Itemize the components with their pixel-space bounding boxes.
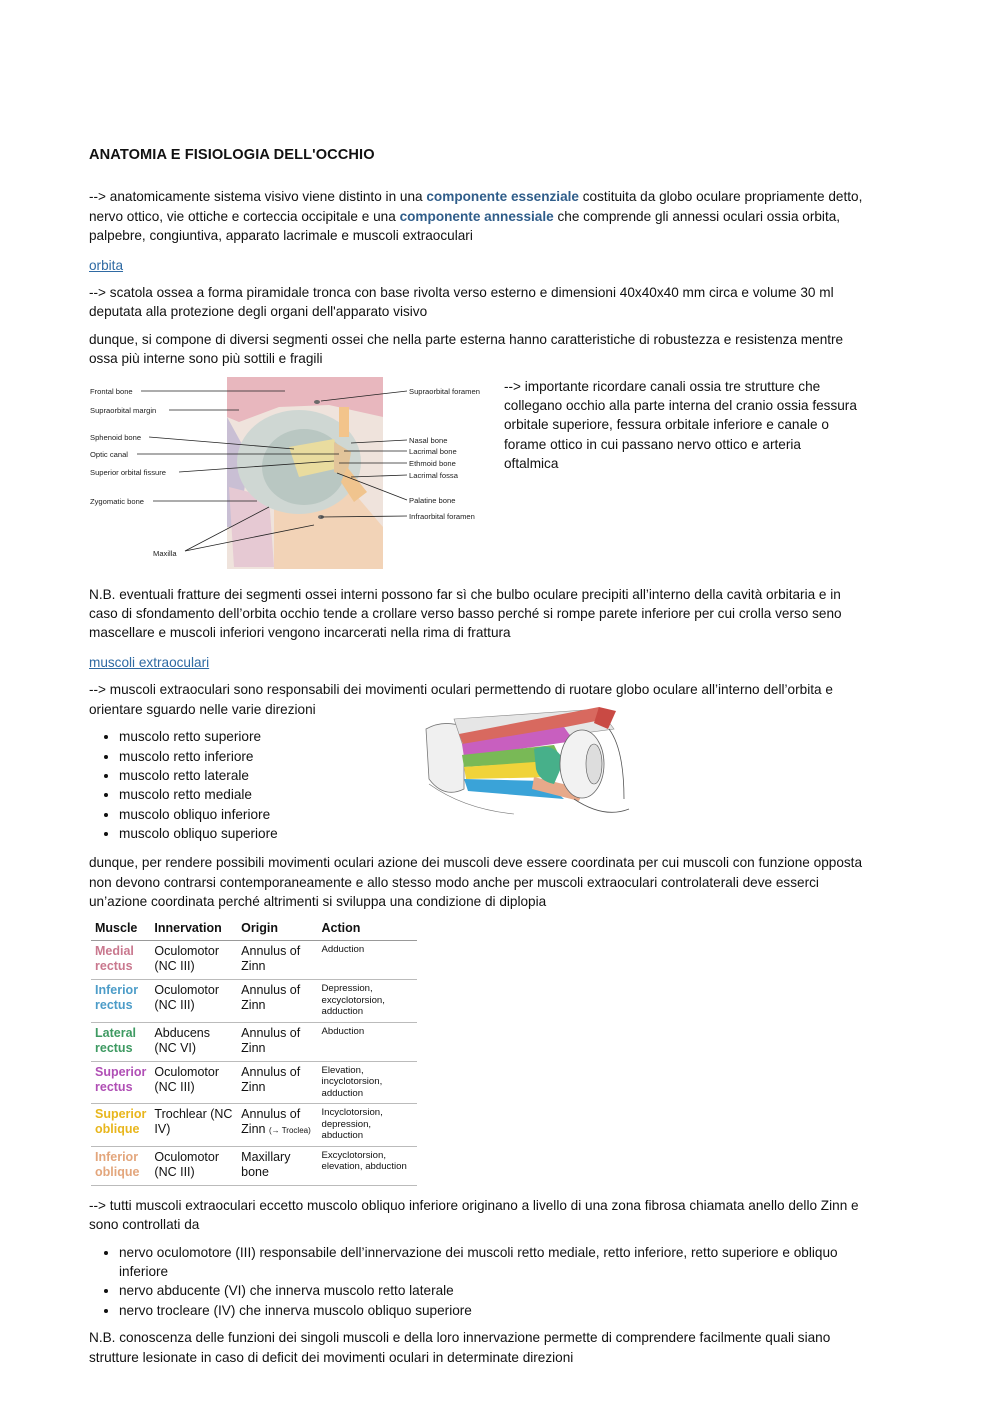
innervation-cell: Trochlear (NC IV) <box>150 1104 237 1147</box>
origin-text: Annulus of Zinn <box>241 944 301 974</box>
list-item: • muscolo retto inferiore <box>119 747 869 766</box>
origin-note: (→ Troclea) <box>268 1126 311 1136</box>
label-infraorbital-foramen: Infraorbital foramen <box>409 511 475 521</box>
highlight-componente-essenziale: componente essenziale <box>426 189 579 205</box>
muscoli-paragraph-2: dunque, per rendere possibili movimenti oculari azione dei muscoli deve essere coordinata per cui muscoli con funzione opposta non devono contrarsi contemporaneamente e allo stesso modo anche per muscoli extraoculari controlaterali deve esserci un’azione coordinata perché altrimenti si sviluppa una condizione di diplopia <box>89 855 863 909</box>
muscle-name-2: rectus <box>95 959 133 974</box>
muscoli-heading-link[interactable]: muscoli extraoculari <box>89 654 210 670</box>
table-row <box>91 1061 417 1104</box>
label-ethmoid-bone: Ethmoid bone <box>409 458 456 468</box>
origin-text: Maxillary bone <box>241 1149 291 1179</box>
origin-text: Annulus of Zinn <box>241 1107 301 1137</box>
table-row <box>91 1022 417 1061</box>
orbita-nb: N.B. eventuali fratture dei segmenti ossei interni possono far sì che bulbo oculare precipiti all’interno della cavità orbitaria e in caso di sfondamento dell’orbita occhio tende a crollare verso basso perché si rompe parete inferiore per cui crolla verso seno mascellare e muscoli inferiori vengono incarcerati nella rima di frattura <box>89 586 842 641</box>
label-superior-orbital-fissure: Superior orbital fissure <box>90 467 166 477</box>
origin-cell <box>237 941 317 980</box>
table-header-row <box>91 919 417 941</box>
muscle-name-cell <box>91 1022 150 1061</box>
muscoli-paragraph-1: --> muscoli extraoculari sono responsabili dei movimenti oculari permettendo di ruotare globo oculare all’interno dell’orbita e orientare sguardo nelle varie direzioni <box>89 682 833 717</box>
orbita-paragraph-1: --> scatola ossea a forma piramidale tronca con base rivolta verso esterno e dimensioni 40x40x40 mm circa e volume 30 ml deputata alla protezione degli organi dell'apparato visivo <box>89 285 834 320</box>
intro-paragraph <box>89 187 869 245</box>
label-zygomatic-bone: Zygomatic bone <box>90 496 145 506</box>
after-table-paragraph: --> tutti muscoli extraoculari eccetto muscolo obliquo inferiore originano a livello di una zona fibrosa chiamata anello dello Zinn e sono controllati da <box>89 1197 859 1233</box>
list-item: • muscolo retto laterale <box>119 766 869 785</box>
label-palatine-bone: Palatine bone <box>409 495 456 505</box>
table-header: Innervation <box>150 919 237 941</box>
table-header: Muscle <box>91 919 150 941</box>
muscle-name-1: Superior <box>95 1107 147 1122</box>
orbit-figure-row <box>89 377 869 573</box>
page-title: ANATOMIA E FISIOLOGIA DELL'OCCHIO <box>89 147 375 163</box>
label-nasal-bone: Nasal bone <box>409 435 448 445</box>
eye-muscles-figure <box>424 689 634 827</box>
list-item: • muscolo obliquo inferiore <box>119 805 869 824</box>
origin-cell <box>237 1022 317 1061</box>
intro-text-1: --> anatomicamente sistema visivo viene distinto in una <box>89 189 427 205</box>
origin-cell <box>237 1061 317 1104</box>
muscle-name-1: Inferior <box>95 1149 139 1164</box>
muscle-name-1: Medial <box>95 944 134 959</box>
label-lacrimal-bone: Lacrimal bone <box>409 446 457 456</box>
innervation-cell: Oculomotor (NC III) <box>150 1146 237 1185</box>
orbita-paragraph-2: dunque, si compone di diversi segmenti ossei che nella parte esterna hanno caratteristiche di robustezza e resistenza mentre ossa più interne sono più sottili e fragili <box>89 331 844 367</box>
origin-text: Annulus of Zinn <box>241 1025 301 1055</box>
innervation-cell: Oculomotor (NC III) <box>150 1061 237 1104</box>
label-supraorbital-margin: Supraorbital margin <box>90 405 157 415</box>
origin-cell <box>237 1146 317 1185</box>
origin-text: Annulus of Zinn <box>241 983 301 1013</box>
intro-text-3: che comprende gli annessi oculari ossia orbita, palpebre, congiuntiva, apparato lacrimale e muscoli extraoculari <box>89 208 841 244</box>
muscle-name-1: Superior <box>95 1064 147 1079</box>
muscle-name-cell <box>91 941 150 980</box>
muscle-name-2: oblique <box>95 1122 140 1137</box>
table-row <box>91 1104 417 1147</box>
muscle-name-1: Lateral <box>95 1025 136 1040</box>
nerve-list <box>89 1243 869 1321</box>
table-row <box>91 941 417 980</box>
muscle-name-2: rectus <box>95 998 133 1013</box>
canali-side-text: --> importante ricordare canali ossia tre strutture che collegano occhio alla parte interna del cranio ossia fessura orbitale superiore, fessura orbitale inferiore e canale o forame ottico in cui passano nervo ottico e arteria oftalmica <box>504 378 857 472</box>
document-page <box>89 146 869 1375</box>
table-row <box>91 980 417 1023</box>
label-maxilla: Maxilla <box>153 548 177 558</box>
action-cell: Excyclotorsion, elevation, abduction <box>317 1146 417 1185</box>
orbita-heading-link[interactable]: orbita <box>89 257 124 273</box>
muscle-list-block <box>89 727 869 853</box>
label-supraorbital-foramen: Supraorbital foramen <box>409 386 480 396</box>
action-cell: Elevation, incyclotorsion, adduction <box>317 1061 417 1104</box>
label-sphenoid-bone: Sphenoid bone <box>90 432 142 442</box>
highlight-componente-annessiale: componente annessiale <box>399 208 554 224</box>
label-lacrimal-fossa: Lacrimal fossa <box>409 470 458 480</box>
muscle-name-2: rectus <box>95 1079 133 1094</box>
muscle-name-2: rectus <box>95 1040 133 1055</box>
muscle-name-cell <box>91 1146 150 1185</box>
action-cell: Depression, excyclotorsion, adduction <box>317 980 417 1023</box>
list-item: • muscolo retto mediale <box>119 785 869 804</box>
innervation-cell: Oculomotor (NC III) <box>150 941 237 980</box>
muscle-name-cell <box>91 980 150 1023</box>
muscle-name-1: Inferior <box>95 983 139 998</box>
label-optic-canal: Optic canal <box>90 449 128 459</box>
table-row <box>91 1146 417 1185</box>
table-header: Origin <box>237 919 317 941</box>
orbit-bones-figure <box>89 377 493 573</box>
final-nb: N.B. conoscenza delle funzioni dei singoli muscoli e della loro innervazione permette di comprendere facilmente quali siano strutture lesionate in caso di deficit dei movimenti oculari in determinate direzioni <box>89 1330 831 1365</box>
muscle-name-cell <box>91 1104 150 1147</box>
origin-cell <box>237 1104 317 1147</box>
action-cell: Adduction <box>317 941 417 980</box>
action-cell: Incyclotorsion, depression, abduction <box>317 1104 417 1147</box>
origin-text: Annulus of Zinn <box>241 1064 301 1094</box>
action-cell: Abduction <box>317 1022 417 1061</box>
muscle-table <box>91 919 417 1186</box>
muscle-name-cell <box>91 1061 150 1104</box>
list-item: • muscolo obliquo superiore <box>119 824 869 843</box>
innervation-cell: Oculomotor (NC III) <box>150 980 237 1023</box>
label-frontal-bone: Frontal bone <box>90 386 133 396</box>
list-item: • nervo trocleare (IV) che innerva muscolo obliquo superiore <box>119 1301 869 1320</box>
list-item: • nervo oculomotore (III) responsabile dell’innervazione dei muscoli retto mediale, retto inferiore, retto superiore e obliquo inferiore <box>119 1243 869 1282</box>
innervation-cell: Abducens (NC VI) <box>150 1022 237 1061</box>
intro-text-2: costituita da globo oculare propriamente detto, nervo ottico, vie ottiche e corteccia occipitale e una <box>89 189 863 224</box>
list-item: • nervo abducente (VI) che innerva muscolo retto laterale <box>119 1281 869 1300</box>
muscle-name-2: oblique <box>95 1164 140 1179</box>
origin-cell <box>237 980 317 1023</box>
list-item: • muscolo retto superiore <box>119 727 869 746</box>
table-header: Action <box>317 919 417 941</box>
